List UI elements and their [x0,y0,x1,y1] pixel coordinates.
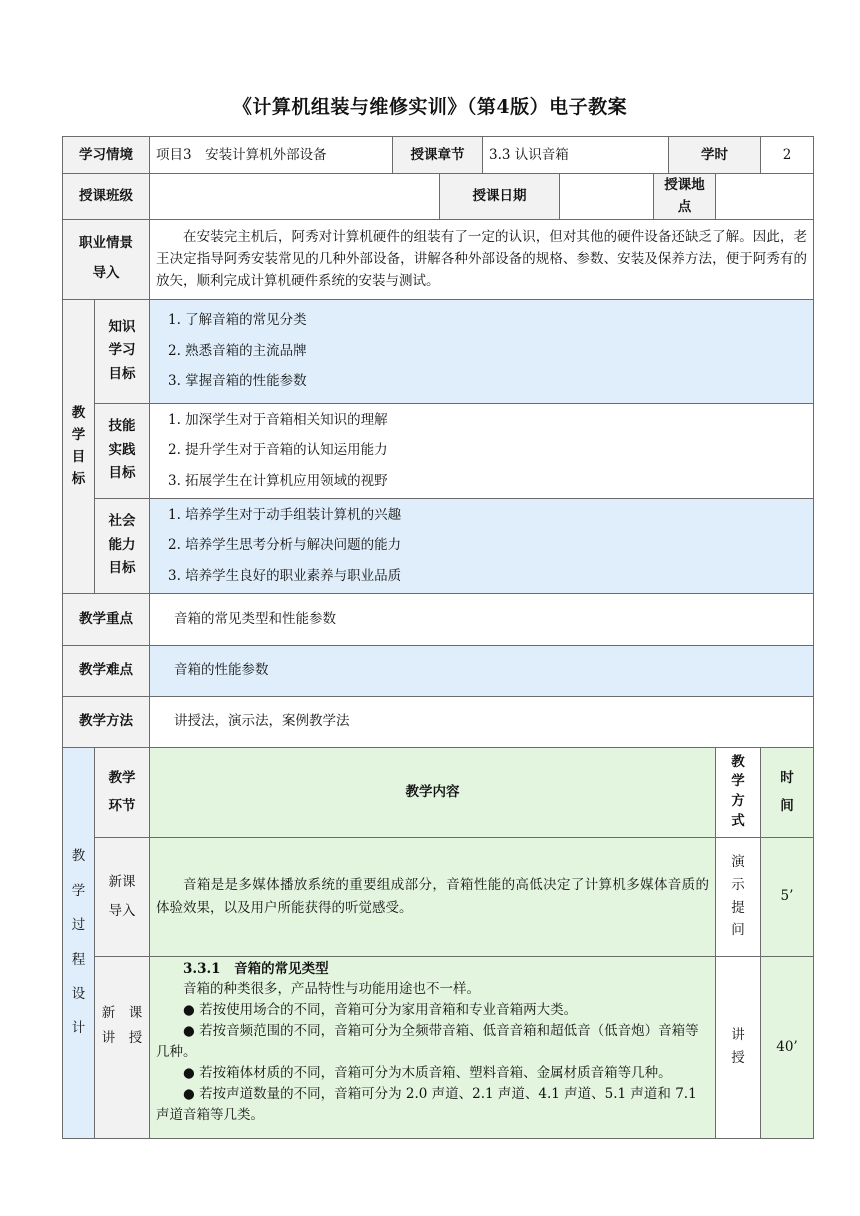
situation-label: 学习情境 [63,137,150,174]
list-item: ● 若按声道数量的不同，音箱可分为 2.0 声道、2.1 声道、4.1 声道、5.1 声道和 7.1 声道音箱等几类。 [156,1086,697,1123]
skill-goal-label: 技能 实践 目标 [95,403,150,498]
scenario-text: 在安装完主机后，阿秀对计算机硬件的组装有了一定的认识，但对其他的硬件设备还缺乏了解。因此，老王决定指导阿秀安装常见的几种外部设备，讲解各种外部设备的规格、参数、安装及保养方法，便于阿秀有的放矢，顺利完成计算机硬件系统的安装与测试。 [150,219,814,299]
intro-time: 5’ [761,837,814,956]
intro-content: 音箱是是多媒体播放系统的重要组成部分，音箱性能的高低决定了计算机多媒体音质的体验效果，以及用户所能获得的听觉感受。 [150,837,716,956]
date-value [560,174,654,220]
lecture-way: 讲 授 [716,956,761,1138]
list-item: ● 若按音频范围的不同，音箱可分为全频带音箱、低音音箱和超低音（低音炮）音箱等几种。 [156,1023,699,1061]
skill-goal-list [150,403,814,498]
knowledge-goal-label: 知识 学习 目标 [95,299,150,403]
class-label: 授课班级 [63,174,150,220]
lecture-time: 40’ [761,956,814,1138]
content-header: 教学内容 [150,747,716,837]
document-title: 《计算机组装与维修实训》（第4版）电子教案 [232,96,628,118]
chapter-label: 授课章节 [393,137,483,174]
intro-way: 演 示 提 问 [716,837,761,956]
method-value: 讲授法，演示法，案例教学法 [150,696,814,747]
list-item: 3. 培养学生良好的职业素养与职业品质 [168,567,402,584]
list-item: 2. 提升学生对于音箱的认知运用能力 [168,442,388,459]
section-title: 3.3.1 音箱的常见类型 [183,960,329,977]
list-item: 1. 了解音箱的常见分类 [168,312,307,329]
situation-value: 项目3 安装计算机外部设备 [150,137,393,174]
list-item: 1. 培养学生对于动手组装计算机的兴趣 [168,506,402,523]
hours-value: 2 [761,137,814,174]
list-item: 2. 培养学生思考分析与解决问题的能力 [168,537,402,554]
list-item: 3. 掌握音箱的性能参数 [168,373,307,390]
list-item: 音箱的种类很多，产品特性与功能用途也不一样。 [183,981,480,998]
place-label: 授课地点 [654,174,716,220]
key-point-label: 教学重点 [63,593,150,645]
date-label: 授课日期 [440,174,560,220]
list-item: 2. 熟悉音箱的主流品牌 [168,342,307,359]
chapter-value: 3.3 认识音箱 [483,137,669,174]
list-item: 1. 加深学生对于音箱相关知识的理解 [168,411,388,428]
method-label: 教学方法 [63,696,150,747]
list-item: 3. 拓展学生在计算机应用领域的视野 [168,472,388,489]
social-goal-label: 社会 能力 目标 [95,498,150,593]
process-side-label: 教 学 过 程 设 计 [63,747,95,1138]
hours-label: 学时 [669,137,761,174]
class-value [150,174,440,220]
goals-side-label: 教 学 目 标 [63,299,95,593]
list-item: ● 若按箱体材质的不同，音箱可分为木质音箱、塑料音箱、金属材质音箱等几种。 [183,1065,672,1082]
scenario-label: 职业情景 导入 [63,219,150,299]
difficulty-label: 教学难点 [63,645,150,696]
stage-header: 教学 环节 [95,747,150,837]
list-item: ● 若按使用场合的不同，音箱可分为家用音箱和专业音箱两大类。 [183,1002,578,1019]
social-goal-list [150,498,814,593]
lecture-stage: 新 课 讲 授 [95,956,150,1138]
knowledge-goal-list [150,299,814,403]
place-value [716,174,814,220]
lesson-plan-table [62,136,814,1139]
key-point-value: 音箱的常见类型和性能参数 [150,593,814,645]
lecture-content [150,956,716,1138]
difficulty-value: 音箱的性能参数 [150,645,814,696]
intro-stage: 新课 导入 [95,837,150,956]
time-header: 时 间 [761,747,814,837]
way-header: 教 学 方 式 [716,747,761,837]
